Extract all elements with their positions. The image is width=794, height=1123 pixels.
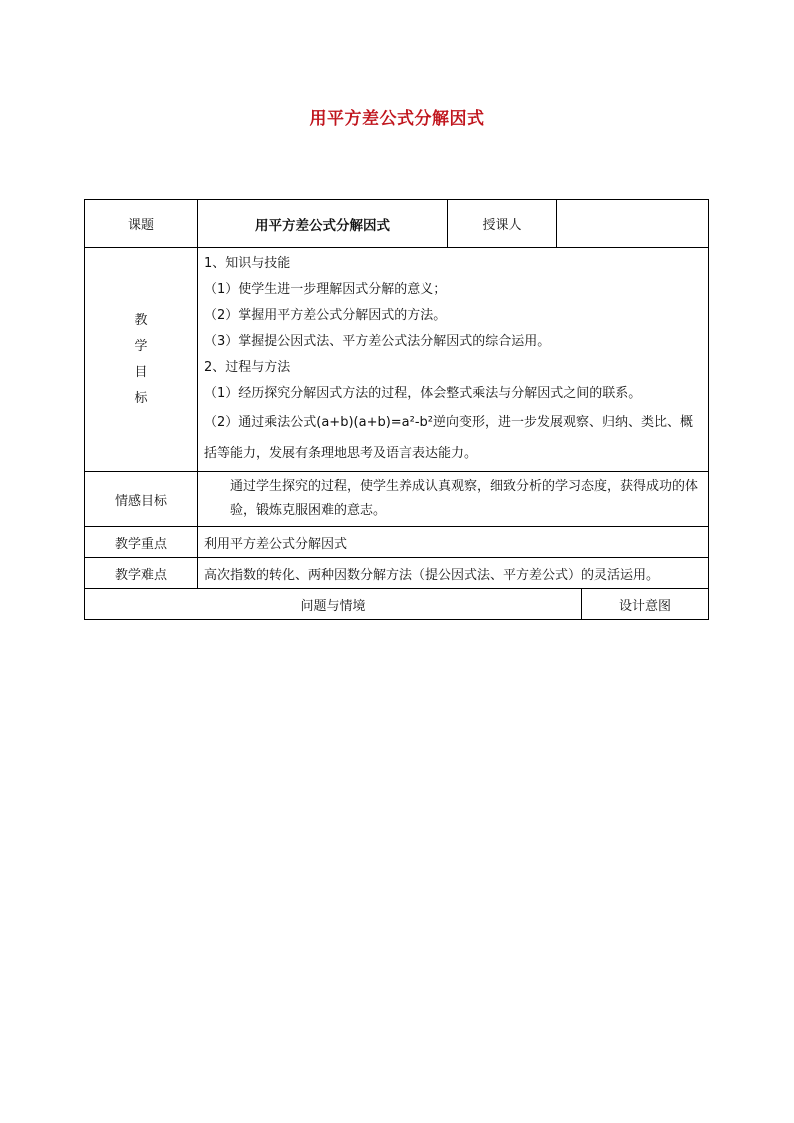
section-header-row [85, 589, 709, 620]
emotion-text: 通过学生探究的过程，使学生养成认真观察，细致分析的学习态度，获得成功的体验，锻炼克服困难的意志。 [230, 479, 699, 518]
goals-label [85, 248, 198, 472]
key-point-label: 教学重点 [85, 527, 198, 558]
teacher-value [557, 200, 709, 248]
emotion-content [198, 472, 709, 527]
goal-line: 2、过程与方法 [204, 360, 291, 375]
goals-content [198, 248, 709, 472]
design-intent-header: 设计意图 [582, 589, 709, 620]
goals-label-char: 学 [134, 338, 148, 354]
difficulty-text: 高次指数的转化、两种因数分解方法（提公因式法、平方差公式）的灵活运用。 [198, 558, 709, 589]
subject-label: 课题 [85, 200, 198, 248]
lesson-plan-table [84, 199, 709, 620]
goals-label-char: 教 [134, 312, 148, 328]
goal-line: （1）经历探究分解因式方法的过程，体会整式乘法与分解因式之间的联系。 [204, 386, 642, 401]
goal-line: （2）掌握用平方差公式分解因式的方法。 [204, 308, 447, 323]
goal-line: 1、知识与技能 [204, 256, 291, 271]
goals-row [85, 248, 709, 472]
subject-row [85, 200, 709, 248]
emotion-row [85, 472, 709, 527]
subject-value: 用平方差公式分解因式 [198, 200, 448, 248]
problem-situation-header: 问题与情境 [85, 589, 582, 620]
key-point-text: 利用平方差公式分解因式 [198, 527, 709, 558]
difficulty-label: 教学难点 [85, 558, 198, 589]
goals-label-char: 目 [134, 364, 148, 380]
goal-line: （1）使学生进一步理解因式分解的意义； [204, 282, 447, 297]
emotion-label: 情感目标 [85, 472, 198, 527]
key-point-row [85, 527, 709, 558]
document-title: 用平方差公式分解因式 [309, 109, 485, 129]
goals-label-char: 标 [134, 390, 148, 406]
goal-line: （2）通过乘法公式(a+b)(a+b)=a²-b²逆向变形，进一步发展观察、归纳、类比、概括等能力，发展有条理地思考及语言表达能力。 [204, 415, 694, 461]
goal-line: （3）掌握提公因式法、平方差公式法分解因式的综合运用。 [204, 334, 551, 349]
teacher-label: 授课人 [448, 200, 557, 248]
difficulty-row [85, 558, 709, 589]
